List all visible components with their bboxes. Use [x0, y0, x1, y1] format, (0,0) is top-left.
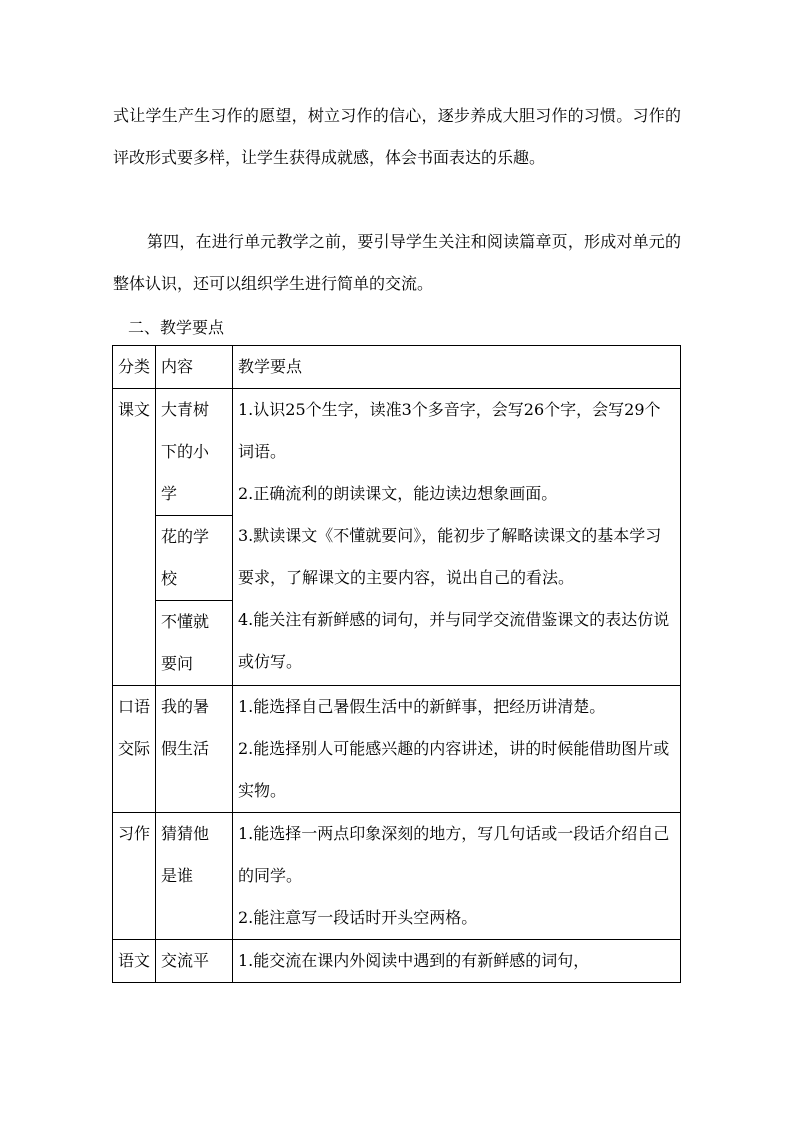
content-cell: 交流平	[156, 940, 233, 983]
section-heading: 二、教学要点	[128, 318, 225, 337]
content-cell	[156, 813, 233, 940]
header-content: 内容	[156, 346, 233, 389]
table-header-row	[113, 346, 681, 389]
content-cell	[156, 389, 233, 516]
intro-paragraph-1: 式让学生产生习作的愿望，树立习作的信心，逐步养成大胆习作的习惯。习作的评改形式要多样，让学生获得成就感，体会书面表达的乐趣。	[113, 106, 681, 167]
points-cell-kouyu	[233, 686, 681, 813]
content-line: 不懂就	[161, 612, 210, 631]
table-row	[113, 389, 681, 516]
points-cell-yuwen	[233, 940, 681, 983]
content-line: 假生活	[161, 739, 210, 758]
point-item: 1.能选择自己暑假生活中的新鲜事，把经历讲清楚。	[238, 697, 606, 716]
content-line: 校	[161, 569, 178, 588]
content-line: 大青树	[161, 400, 210, 419]
points-cell-kewen	[233, 389, 681, 686]
category-line: 口语	[118, 697, 151, 716]
point-item: 2.正确流利的朗读课文，能边读边想象画面。	[238, 484, 558, 503]
table-row	[113, 940, 681, 983]
table-row	[113, 813, 681, 940]
content-line: 我的暑	[161, 697, 210, 716]
category-cell-yuwen: 语文	[113, 940, 156, 983]
table-row	[113, 686, 681, 813]
content-line: 下的小	[161, 442, 210, 461]
point-item: 4.能关注有新鲜感的词句，并与同学交流借鉴课文的表达仿说或仿写。	[238, 610, 670, 671]
point-item: 2.能注意写一段话时开头空两格。	[238, 908, 478, 927]
point-item: 2.能选择别人可能感兴趣的内容讲述，讲的时候能借助图片或实物。	[238, 739, 670, 800]
content-line: 要问	[161, 654, 194, 673]
point-item: 3.默读课文《不懂就要问》，能初步了解略读课文的基本学习要求，了解课文的主要内容，说出自己的看法。	[238, 526, 662, 587]
category-cell-kouyu	[113, 686, 156, 813]
header-points: 教学要点	[233, 346, 681, 389]
content-line: 猜猜他	[161, 824, 210, 843]
content-cell	[156, 686, 233, 813]
points-cell-xizuo	[233, 813, 681, 940]
content-cell	[156, 516, 233, 601]
teaching-points-table	[112, 345, 681, 983]
point-item: 1.认识25个生字，读准3个多音字，会写26个字，会写29个词语。	[238, 400, 661, 461]
header-category: 分类	[113, 346, 156, 389]
category-cell-kewen: 课文	[113, 389, 156, 686]
point-item: 1.能选择一两点印象深刻的地方，写几句话或一段话介绍自己的同学。	[238, 824, 670, 885]
content-line: 是谁	[161, 866, 194, 885]
content-line: 学	[161, 484, 178, 503]
category-line: 交际	[118, 739, 151, 758]
category-cell-xizuo: 习作	[113, 813, 156, 940]
point-item: 1.能交流在课内外阅读中遇到的有新鲜感的词句，	[238, 951, 590, 970]
content-line: 花的学	[161, 527, 210, 546]
content-cell	[156, 601, 233, 686]
intro-paragraph-2: 第四，在进行单元教学之前，要引导学生关注和阅读篇章页，形成对单元的整体认识，还可以组织学生进行简单的交流。	[113, 232, 681, 293]
